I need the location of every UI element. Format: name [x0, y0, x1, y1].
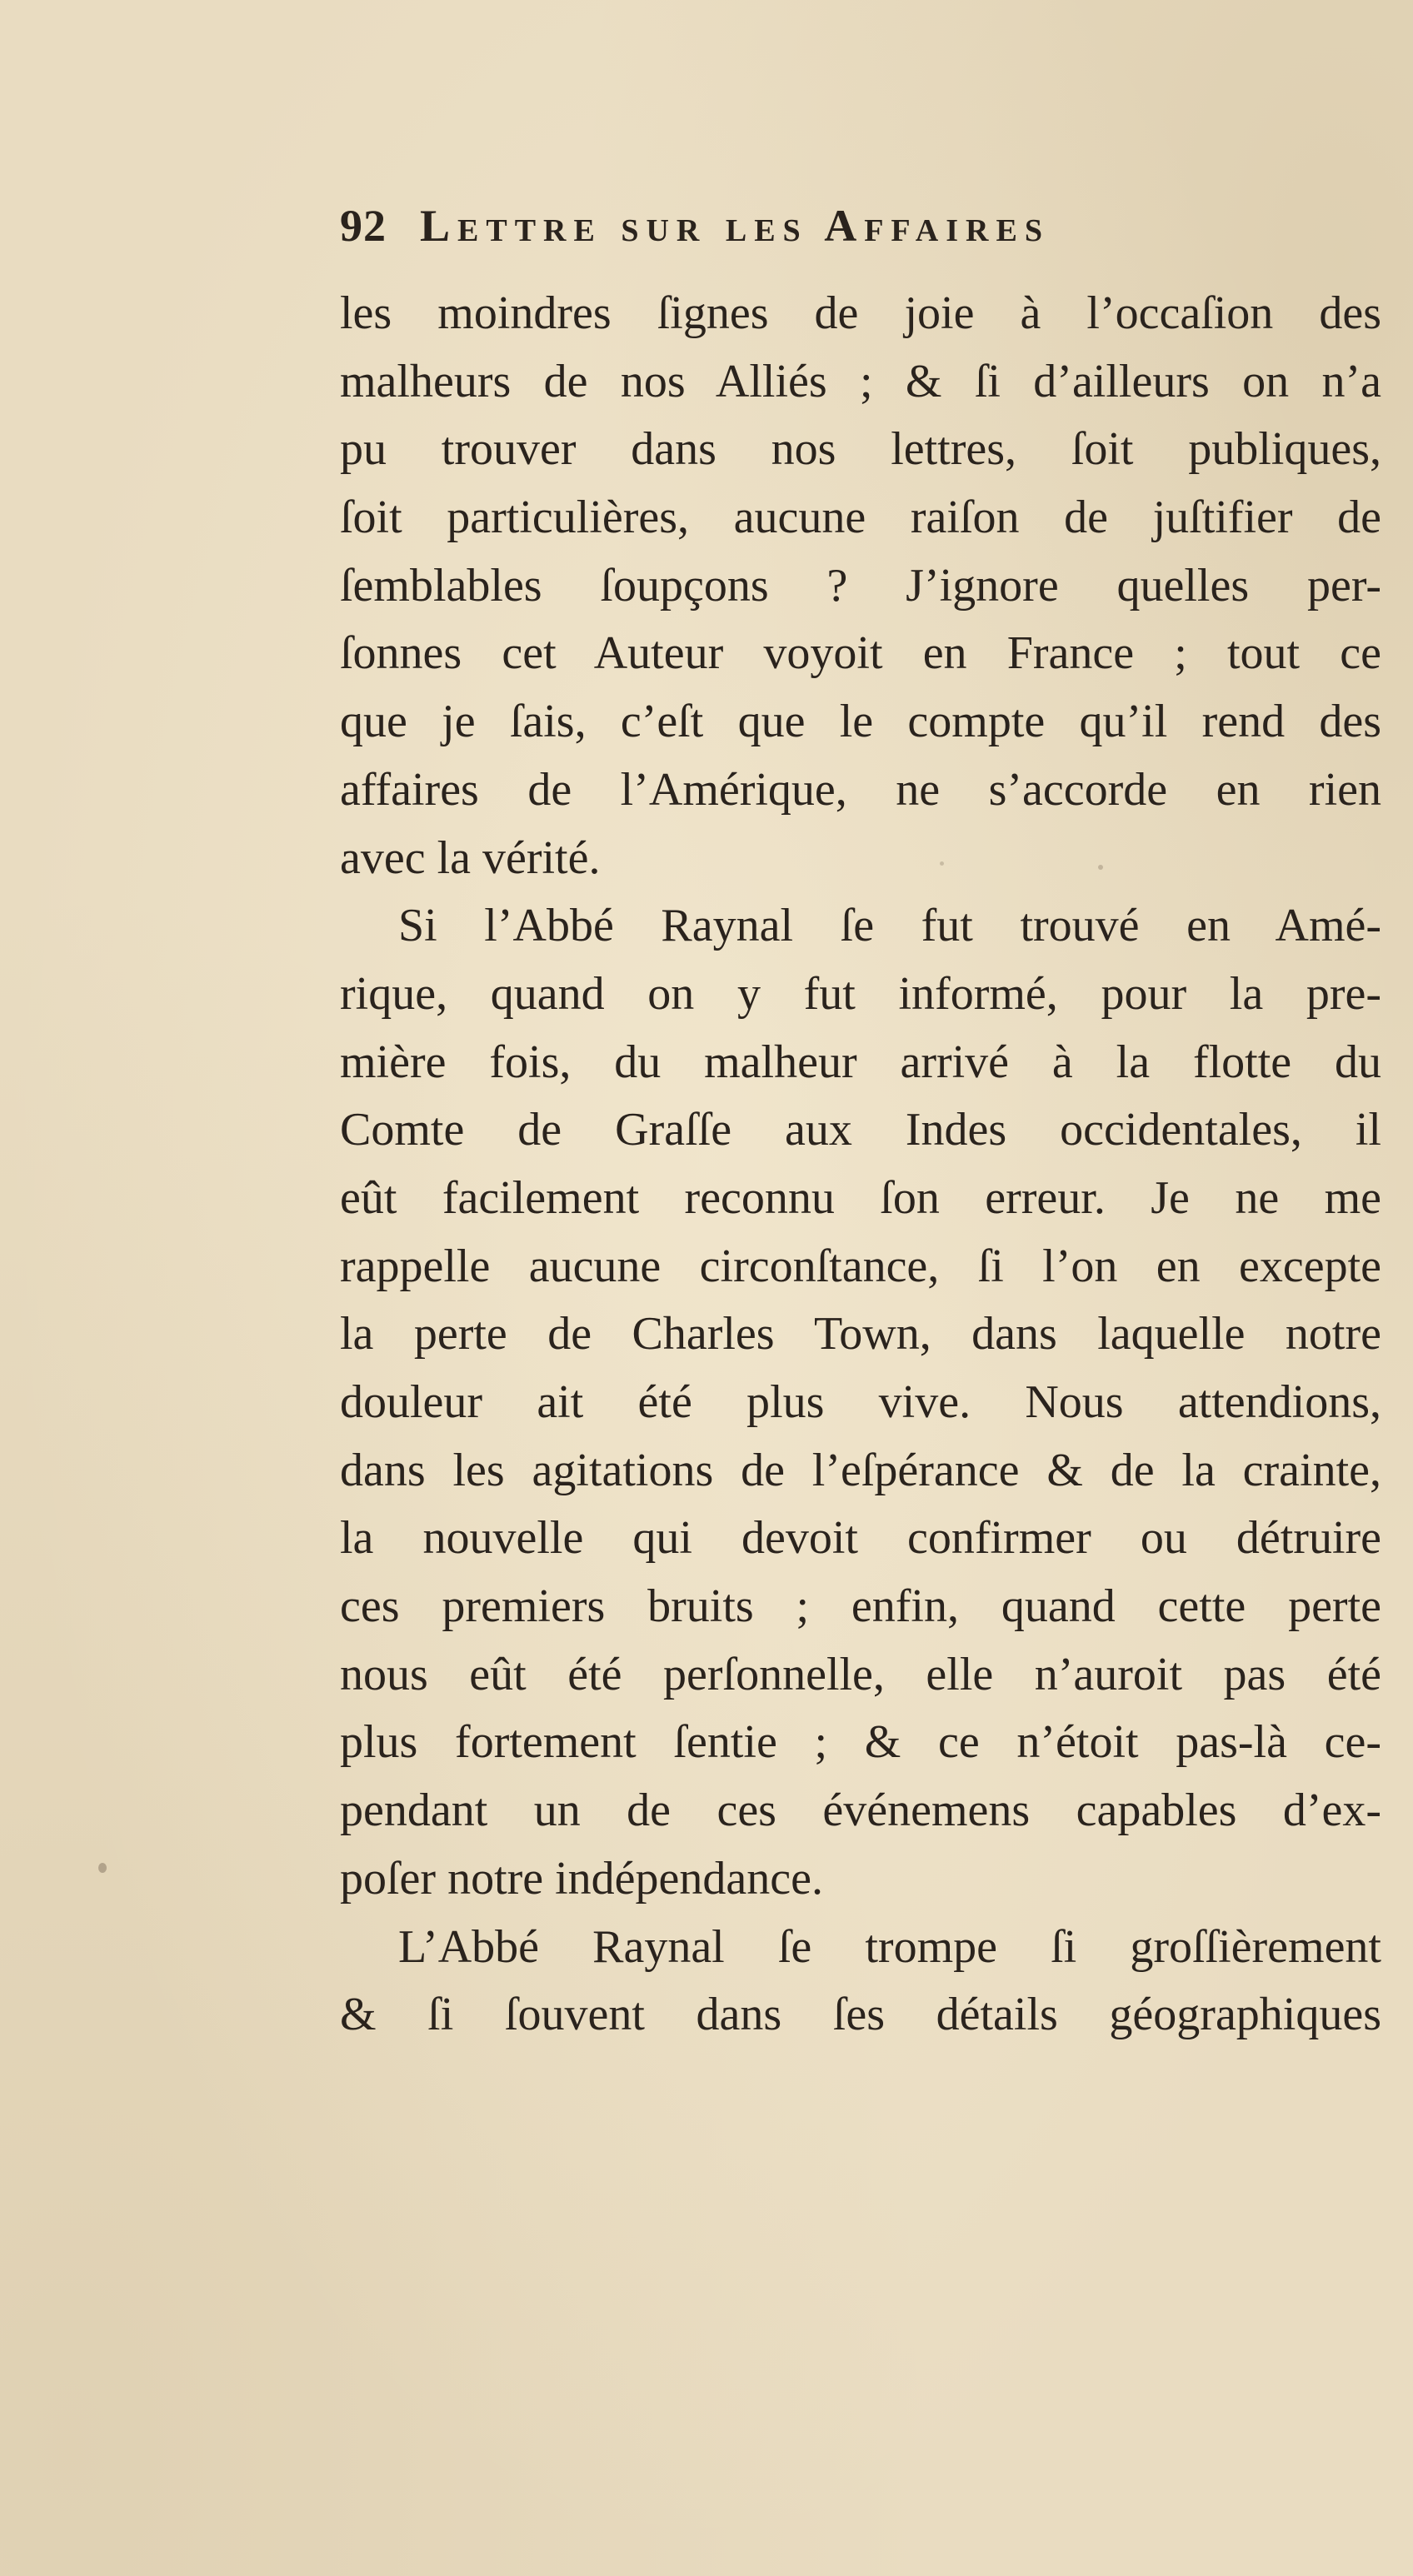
text-line: rique, quand on y fut informé, pour la pre-	[340, 967, 1381, 1020]
text-line: plus fortement ſentie ; & ce n’étoit pas-là ce-	[340, 1716, 1381, 1769]
text-line: pendant un de ces événemens capables d’ex-	[340, 1785, 1381, 1837]
paragraph	[340, 280, 1381, 892]
page-number: 92	[340, 201, 387, 251]
text-line: poſer notre indépendance.	[340, 1852, 823, 1905]
text-line: L’Abbé Raynal ſe trompe ſi groſſièrement	[398, 1920, 1381, 1973]
text-line: nous eût été perſonnelle, elle n’auroit pas été	[340, 1648, 1381, 1700]
body-text	[340, 280, 1381, 2049]
text-line: malheurs de nos Alliés ; & ſi d’ailleurs on n’a	[340, 355, 1381, 407]
text-line: dans les agitations de l’eſpérance & de la crainte,	[340, 1444, 1381, 1496]
text-line: ſemblables ſoupçons ? J’ignore quelles per-	[340, 559, 1381, 612]
text-line: rappelle aucune circonſtance, ſi l’on en excepte	[340, 1240, 1381, 1292]
text-line: douleur ait été plus vive. Nous attendions,	[340, 1376, 1381, 1428]
text-line: la nouvelle qui devoit confirmer ou détruire	[340, 1512, 1381, 1565]
text-line: mière fois, du malheur arrivé à la flotte du	[340, 1036, 1381, 1088]
foxing-spot	[98, 1863, 107, 1873]
text-line: & ſi ſouvent dans ſes détails géographiques	[340, 1989, 1381, 2041]
text-line: que je ſais, c’eſt que le compte qu’il rend des	[340, 696, 1381, 748]
text-line: affaires de l’Amérique, ne s’accorde en rien	[340, 763, 1381, 816]
text-line: avec la vérité.	[340, 831, 601, 884]
text-line: ſonnes cet Auteur voyoit en France ; tout ce	[340, 627, 1381, 680]
paragraph	[340, 892, 1381, 1913]
text-line: les moindres ſignes de joie à l’occaſion des	[340, 287, 1381, 339]
paragraph	[340, 1914, 1381, 2049]
text-line: Si l’Abbé Raynal ſe fut trouvé en Amé-	[398, 900, 1381, 952]
text-line: ces premiers bruits ; enfin, quand cette perte	[340, 1580, 1381, 1633]
text-line: la perte de Charles Town, dans laquelle notre	[340, 1308, 1381, 1360]
running-head: Lettre sur les Affaires	[420, 201, 1050, 251]
text-line: eût facilement reconnu ſon erreur. Je ne me	[340, 1171, 1381, 1224]
text-line: Comte de Graſſe aux Indes occidentales, il	[340, 1104, 1381, 1156]
text-line: pu trouver dans nos lettres, ſoit publiques,	[340, 423, 1381, 476]
text-line: ſoit particulières, aucune raiſon de juſtifier de	[340, 492, 1381, 544]
page-header	[340, 200, 1281, 267]
